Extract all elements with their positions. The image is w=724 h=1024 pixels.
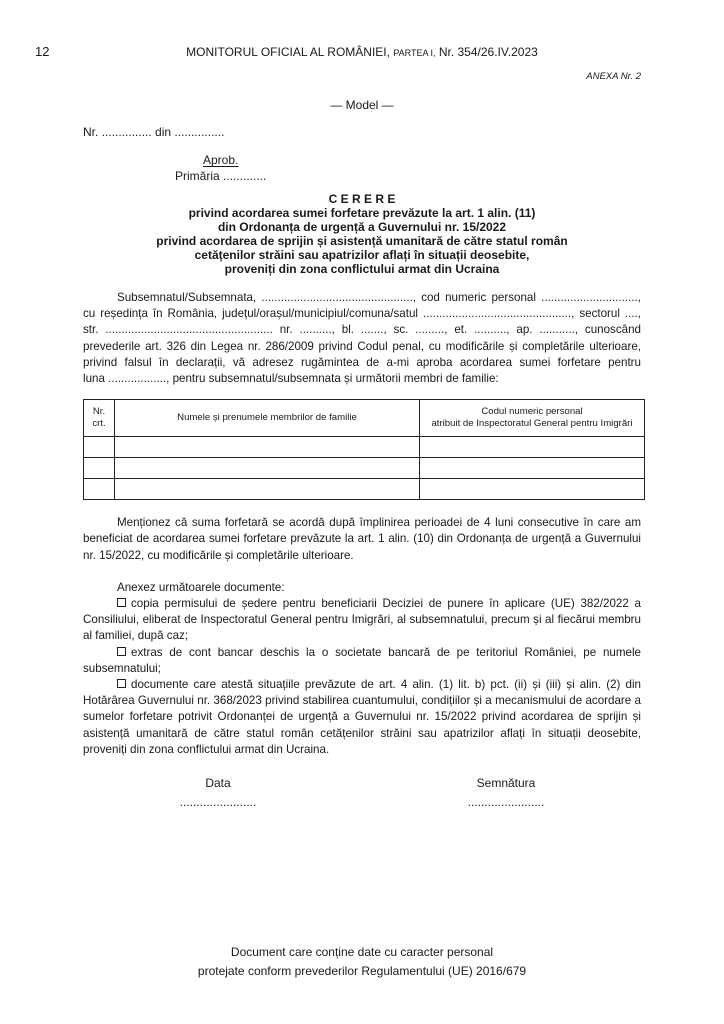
publication-title: MONITORUL OFICIAL AL ROMÂNIEI, — [186, 45, 390, 59]
column-header-cnp — [420, 400, 645, 437]
signature-column — [426, 776, 586, 809]
statement-paragraph: Menționez că suma forfetară se acordă după împlinirea perioadei de 4 luni consecutive în care am beneficiat de acordarea sumei forfetare prevăzute la art. 1 alin. (10) din Ordonanța de urgență a Guvernului nr. 15/2022, cu modificările și completările ulterioare. — [83, 516, 641, 562]
request-subtitle-line: privind acordarea de sprijin și asistență umanitară de către statul român — [156, 234, 568, 248]
cell-nr — [84, 479, 115, 500]
registration-number-blank: ............... — [101, 125, 152, 139]
request-subtitle-line: din Ordonanța de urgență a Guvernului nr. 15/2022 — [217, 220, 507, 234]
request-subtitle-line: privind acordarea sumei forfetare prevăzute la art. 1 alin. (11) — [188, 206, 536, 220]
request-subtitle-line: proveniți din zona conflictului armat din Ucraina — [224, 262, 500, 276]
signature-block — [83, 776, 641, 816]
model-label: — Model — — [330, 98, 394, 112]
column-header-nr — [84, 400, 115, 437]
table-row — [84, 479, 645, 500]
table-header-row — [84, 400, 645, 437]
column-header-nr-line: crt. — [92, 418, 106, 430]
request-subtitle-line: cetățenilor străini sau apatrizilor aflați în situații deosebite, — [194, 248, 530, 262]
date-column — [138, 776, 298, 809]
date-blank: ....................... — [179, 795, 257, 810]
annex-label: ANEXA Nr. 2 — [586, 71, 641, 82]
registration-date-label: din — [155, 125, 172, 139]
page-number: 12 — [35, 44, 50, 59]
attachment-item-text: extras de cont bancar deschis la o societate bancară de pe teritoriul României, pe numele subsemnatului; — [83, 645, 641, 675]
request-heading: C E R E R E — [328, 192, 396, 206]
attachments-intro: Anexez următoarele documente: — [117, 580, 285, 594]
checkbox-icon — [117, 679, 126, 688]
cell-name — [115, 437, 420, 458]
table-row — [84, 437, 645, 458]
attachment-item-text: documente care atestă situațiile prevăzute de art. 4 alin. (1) lit. b) pct. (ii) și (iii) și alin. (2) din Hotărârea Guvernului nr. 368/2023 privind stabilirea cuantumului, condițiilor și a mecanismului de acordare a sumelor forfetare potrivit Ordonanței de urgență a Guvernului nr. 15/2022 privind acordarea de sprijin și asistență umanitară de către statul român cetățenilor străini sau apatrizilor aflați în situații deosebite, proveniți din zona conflictului armat din Ucraina. — [83, 678, 641, 756]
date-label: Data — [205, 776, 231, 791]
cell-name — [115, 479, 420, 500]
request-body: Subsemnatul/Subsemnata, ..............................................., cod numeric personal .............................., cu reședința în România, județul/orașul/municipiul/comuna/satul .............................................., sectorul ...., str. .................................................... nr. .........., bl. ......., sc. ........., et. .........., ap. ..........., cunoscând prevederile art. 326 din Legea nr. 286/2009 privind Codul penal, cu modificările și completările ulterioare, privind falsul în declarații, vă adresez rugămintea de a-mi aproba acordarea sumei forfetare pentru luna .................., pentru subsemnatul/subsemnata și următorii membri de familie: — [83, 291, 641, 386]
cell-cnp — [420, 479, 645, 500]
attachment-item — [83, 596, 641, 645]
footer-line: Document care conține date cu caracter personal — [230, 945, 494, 959]
attachment-item-text: copia permisului de ședere pentru beneficiarii Deciziei de punere în aplicare (UE) 382/2022 a Consiliului, eliberat de Inspectoratul General pentru Imigrări, al subsemnatului, precum și al fiecărui membru al familiei, după caz; — [83, 597, 641, 643]
checkbox-icon — [117, 647, 126, 656]
cell-cnp — [420, 437, 645, 458]
column-header-cnp-line: atribuit de Inspectoratul General pentru Imigrări — [431, 418, 633, 430]
registration-number-label: Nr. — [83, 125, 99, 139]
table-body — [84, 437, 645, 500]
request-form — [83, 192, 641, 816]
cell-cnp — [420, 458, 645, 479]
publication-header — [0, 45, 724, 60]
cell-name — [115, 458, 420, 479]
attachment-item — [83, 677, 641, 758]
registration-line — [83, 125, 224, 139]
table-row — [84, 458, 645, 479]
approval-label: Aprob. — [203, 153, 239, 167]
signature-blank: ....................... — [467, 795, 545, 810]
footer-line: protejate conform prevederilor Regulamentului (UE) 2016/679 — [197, 964, 527, 978]
column-header-nr-line: Nr. — [92, 406, 106, 418]
checkbox-icon — [117, 598, 126, 607]
cell-nr — [84, 437, 115, 458]
publication-issue: Nr. 354/26.IV.2023 — [438, 45, 538, 59]
signature-label: Semnătura — [476, 776, 536, 791]
privacy-footer — [0, 943, 724, 981]
request-title — [83, 192, 641, 276]
family-members-table — [83, 399, 645, 500]
registration-date-blank: ............... — [174, 125, 225, 139]
attachment-item — [83, 645, 641, 677]
column-header-cnp-line: Codul numeric personal — [481, 406, 583, 418]
column-header-name: Numele și prenumele membrilor de familie — [115, 400, 420, 437]
approval-authority: Primăria ............. — [175, 169, 267, 183]
publication-part: PARTEA I, — [393, 48, 436, 58]
cell-nr — [84, 458, 115, 479]
